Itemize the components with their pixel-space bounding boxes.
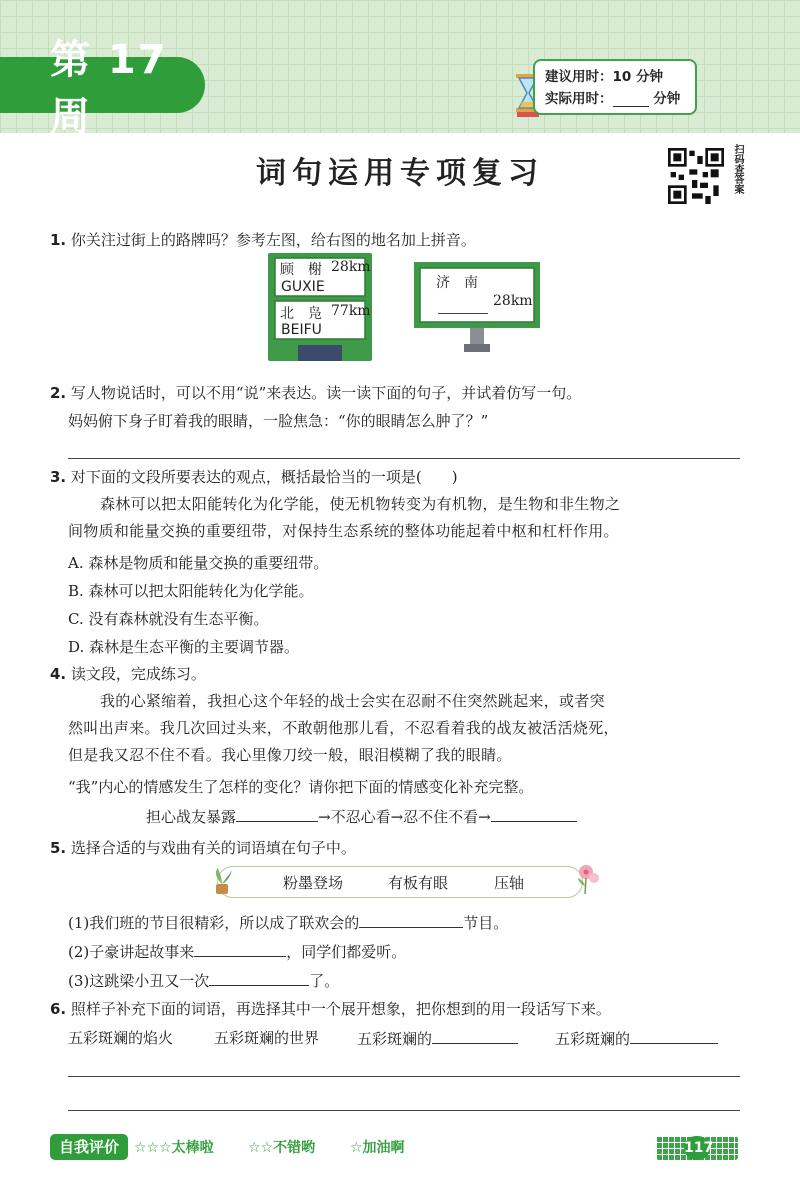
q6-answer-line-2[interactable] bbox=[68, 1110, 740, 1111]
q5-word-3: 压轴 bbox=[494, 874, 525, 892]
q3-option-d[interactable]: D. 森林是生态平衡的主要调节器。 bbox=[68, 638, 300, 656]
q4-number: 4. bbox=[50, 665, 67, 683]
sign-right-pinyin-blank[interactable] bbox=[438, 313, 488, 314]
sign-left-row2-distance: 77km bbox=[331, 303, 371, 319]
actual-time-blank[interactable] bbox=[613, 92, 649, 107]
q5-word-2: 有板有眼 bbox=[388, 874, 449, 892]
q4-prompt bbox=[50, 663, 206, 685]
q4-blank-2[interactable] bbox=[491, 805, 577, 822]
q5-s2-end: ，同学们都爱听。 bbox=[286, 943, 407, 961]
q3-option-c[interactable]: C. 没有森林就没有生态平衡。 bbox=[68, 610, 269, 628]
actual-time-label: 实际用时： bbox=[545, 91, 613, 107]
q4-chain bbox=[146, 805, 577, 828]
q1-prompt bbox=[50, 229, 476, 251]
q5-blank-2[interactable] bbox=[194, 940, 286, 957]
q6-number: 6. bbox=[50, 1000, 67, 1018]
time-box bbox=[533, 59, 697, 115]
page-number: 117 bbox=[684, 1136, 710, 1160]
q6-word-3: 五彩斑斓的 bbox=[357, 1030, 433, 1048]
q4-blank-1[interactable] bbox=[236, 805, 318, 822]
page-title: 词句运用专项复习 bbox=[256, 156, 544, 191]
self-evaluation-label: 自我评价 bbox=[50, 1134, 128, 1160]
sign-left-row2-name: 北 凫 bbox=[280, 306, 322, 322]
rating-good[interactable]: ☆☆不错哟 bbox=[248, 1140, 316, 1156]
q6-word-4: 五彩斑斓的 bbox=[555, 1030, 631, 1048]
q6-answer-line-1[interactable] bbox=[68, 1076, 740, 1077]
week-tab bbox=[0, 37, 205, 140]
q4-passage-line1: 我的心紧缩着，我担心这个年轻的战士会实在忍耐不住突然跳起来，或者突 bbox=[100, 692, 605, 710]
q5-s1-end: 节目。 bbox=[463, 914, 509, 932]
q2-example: 妈妈俯下身子盯着我的眼睛，一脸焦急：“你的眼睛怎么肿了？” bbox=[68, 412, 489, 430]
sign-left-row1-distance: 28km bbox=[331, 259, 371, 275]
q6-word-3-row bbox=[357, 1027, 518, 1050]
q5-s3-end: 了。 bbox=[309, 972, 340, 990]
qr-code-icon[interactable] bbox=[668, 148, 724, 204]
q5-sentence-3 bbox=[68, 969, 339, 992]
q5-number: 5. bbox=[50, 839, 67, 857]
q4-chain-start: 担心战友暴露 bbox=[146, 808, 237, 826]
q6-prompt bbox=[50, 998, 611, 1020]
q3-prompt bbox=[50, 466, 458, 488]
q5-s1-start: (1)我们班的节目很精彩，所以成了联欢会的 bbox=[68, 914, 360, 932]
q5-sentence-2 bbox=[68, 940, 406, 963]
q5-s3-start: (3)这跳梁小丑又一次 bbox=[68, 972, 210, 990]
actual-time-unit: 分钟 bbox=[653, 91, 681, 107]
q3-option-b[interactable]: B. 森林可以把太阳能转化为化学能。 bbox=[68, 582, 314, 600]
week-label: 第 17 周 bbox=[50, 37, 168, 140]
q4-passage-line3: 但是我又忍不住不看。我心里像刀绞一般，眼泪模糊了我的眼睛。 bbox=[68, 746, 512, 764]
q2-text: 写人物说话时，可以不用“说”来表达。读一读下面的句子，并试着仿写一句。 bbox=[70, 384, 582, 402]
q4-passage-line2: 然叫出声来。我几次回过头来，不敢朝他那儿看，不忍看着我的战友被活活烧死， bbox=[68, 719, 619, 737]
q4-chain-middle: →不忍心看→忍不住不看→ bbox=[318, 808, 491, 826]
q2-answer-line[interactable] bbox=[68, 458, 740, 459]
q6-text: 照样子补充下面的词语，再选择其中一个展开想象，把你想到的用一段话写下来。 bbox=[70, 1000, 611, 1018]
q4-question: “我”内心的情感发生了怎样的变化？请你把下面的情感变化补充完整。 bbox=[68, 778, 534, 796]
potted-plant-icon bbox=[210, 866, 234, 896]
sign-right-name: 济 南 bbox=[436, 275, 478, 291]
qr-label: 扫码查答案 bbox=[732, 144, 743, 194]
q5-prompt bbox=[50, 837, 356, 859]
q3-text: 对下面的文段所要表达的观点，概括最恰当的一项是( ) bbox=[70, 468, 458, 486]
q5-word-1: 粉墨登场 bbox=[283, 874, 344, 892]
q6-word-4-row bbox=[555, 1027, 718, 1050]
q6-blank-2[interactable] bbox=[630, 1027, 718, 1044]
rating-excellent[interactable]: ☆☆☆太棒啦 bbox=[134, 1140, 214, 1156]
q6-word-1: 五彩斑斓的焰火 bbox=[68, 1029, 174, 1047]
sign-left-row2-pinyin: BEIFU bbox=[281, 322, 322, 338]
q5-blank-3[interactable] bbox=[209, 969, 309, 986]
sign-right-distance: 28km bbox=[493, 293, 533, 309]
q3-passage-line2: 间物质和能量交换的重要纽带，对保持生态系统的整体功能起着中枢和杠杆作用。 bbox=[68, 522, 619, 540]
rating-keep-going[interactable]: ☆加油啊 bbox=[350, 1140, 405, 1156]
q5-sentence-1 bbox=[68, 911, 508, 934]
page-number-badge bbox=[656, 1136, 738, 1160]
suggested-time: 建议用时：10 分钟 bbox=[545, 69, 663, 85]
q2-prompt bbox=[50, 382, 581, 404]
q1-text: 你关注过街上的路牌吗？参考左图，给右图的地名加上拼音。 bbox=[70, 231, 476, 249]
q6-blank-1[interactable] bbox=[432, 1027, 518, 1044]
q3-option-a[interactable]: A. 森林是物质和能量交换的重要纽带。 bbox=[68, 554, 329, 572]
q6-word-2: 五彩斑斓的世界 bbox=[214, 1029, 320, 1047]
q5-blank-1[interactable] bbox=[359, 911, 463, 928]
sign-left-row1-pinyin: GUXIE bbox=[281, 279, 325, 295]
q3-passage-line1: 森林可以把太阳能转化为化学能，使无机物转变为有机物，是生物和非生物之 bbox=[100, 495, 621, 513]
actual-time-row bbox=[545, 88, 695, 110]
q1-number: 1. bbox=[50, 231, 67, 249]
q3-number: 3. bbox=[50, 468, 67, 486]
q5-text: 选择合适的与戏曲有关的词语填在句子中。 bbox=[70, 839, 356, 857]
flower-icon bbox=[572, 862, 602, 896]
q4-text: 读文段，完成练习。 bbox=[70, 665, 206, 683]
sign-left-row1-name: 顾 榭 bbox=[280, 262, 322, 278]
q5-s2-start: (2)子豪讲起故事来 bbox=[68, 943, 195, 961]
q2-number: 2. bbox=[50, 384, 67, 402]
